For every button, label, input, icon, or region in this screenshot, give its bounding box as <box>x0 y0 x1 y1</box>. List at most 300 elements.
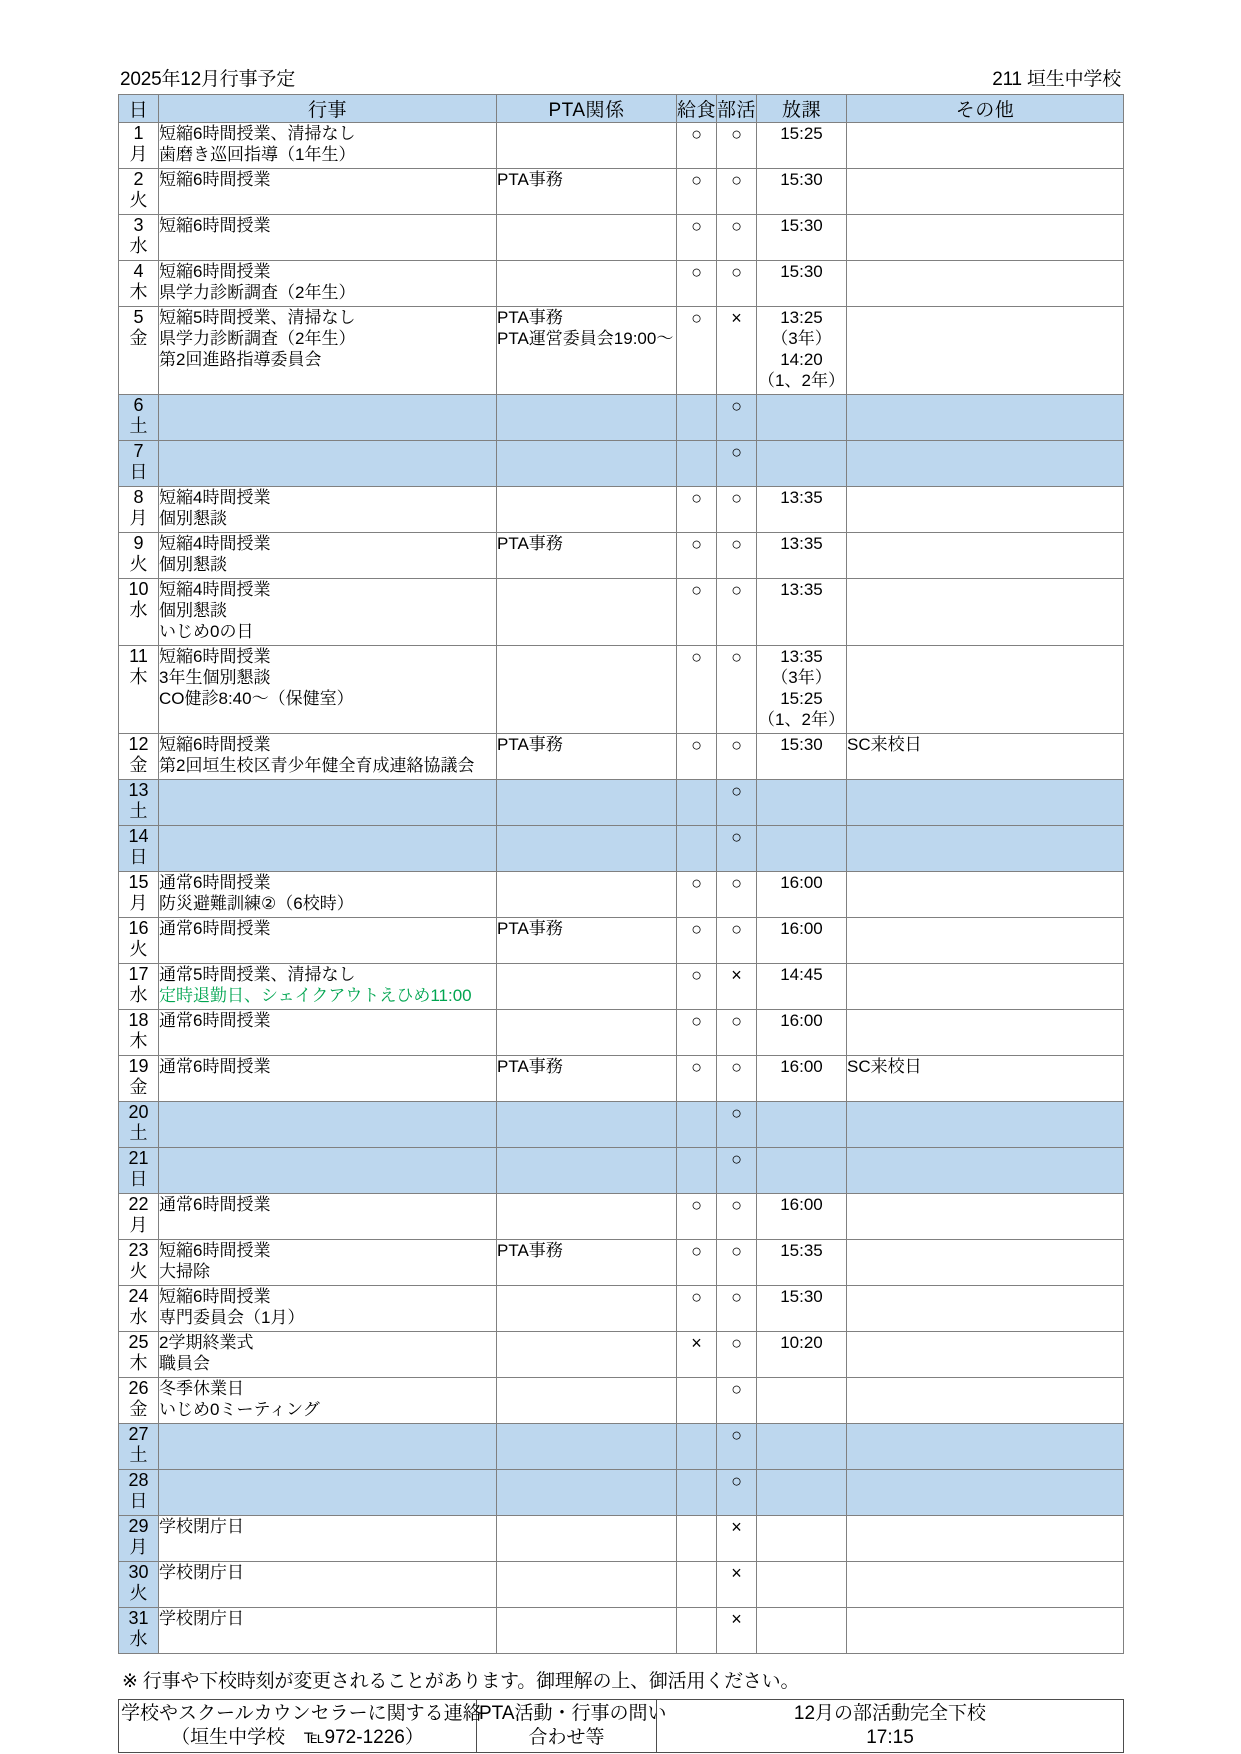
cell-lunch-mark: ○ <box>677 645 717 733</box>
day-number: 2 <box>133 168 144 189</box>
cell-lunch-mark: ○ <box>677 917 717 963</box>
cell-day <box>119 1009 159 1055</box>
event-line: 短縮6時間授業 <box>159 734 271 754</box>
day-weekday: 月 <box>129 1214 148 1235</box>
cell-other <box>847 440 1124 486</box>
day-weekday: 水 <box>129 235 148 256</box>
day-number: 18 <box>128 1009 149 1030</box>
day-weekday: 水 <box>129 599 148 620</box>
cell-pta <box>497 486 677 532</box>
event-line: 職員会 <box>159 1353 210 1373</box>
day-number: 12 <box>128 733 149 754</box>
table-row <box>119 1055 1124 1101</box>
column-header-pta: PTA関係 <box>497 94 677 122</box>
dismissal-line: 15:30 <box>780 215 823 235</box>
contact-footer-cell <box>657 1699 1124 1752</box>
cell-day <box>119 963 159 1009</box>
cell-day <box>119 486 159 532</box>
day-number: 20 <box>128 1101 149 1122</box>
event-line: いじめ0ミーティング <box>159 1399 320 1419</box>
cell-day <box>119 871 159 917</box>
cell-dismissal-time <box>757 779 847 825</box>
day-number: 28 <box>128 1469 149 1490</box>
cell-lunch-mark: ○ <box>677 871 717 917</box>
day-number: 30 <box>128 1561 149 1582</box>
day-number: 29 <box>128 1515 149 1536</box>
table-row <box>119 1239 1124 1285</box>
cell-day <box>119 214 159 260</box>
cell-club-mark: ○ <box>717 578 757 645</box>
day-weekday: 日 <box>129 1490 148 1511</box>
event-line: 県学力診断調査（2年生） <box>159 282 356 302</box>
event-line: 学校閉庁日 <box>159 1516 244 1536</box>
day-weekday: 金 <box>129 754 148 775</box>
event-line: 通常6時間授業 <box>159 1010 271 1030</box>
cell-lunch-mark <box>677 779 717 825</box>
day-weekday: 日 <box>129 461 148 482</box>
cell-event <box>159 1239 497 1285</box>
day-number: 21 <box>128 1147 149 1168</box>
column-header-lunch: 給食 <box>677 94 717 122</box>
table-row <box>119 645 1124 733</box>
cell-lunch-mark: × <box>677 1331 717 1377</box>
cell-pta <box>497 917 677 963</box>
cell-other <box>847 1285 1124 1331</box>
cell-event <box>159 1147 497 1193</box>
cell-day <box>119 532 159 578</box>
table-row <box>119 1193 1124 1239</box>
event-line: 第2回進路指導委員会 <box>159 349 322 369</box>
cell-pta <box>497 733 677 779</box>
cell-lunch-mark: ○ <box>677 1055 717 1101</box>
dismissal-line: 16:00 <box>780 1010 823 1030</box>
contact-footer-cell <box>477 1699 667 1752</box>
table-row <box>119 578 1124 645</box>
cell-dismissal-time <box>757 1193 847 1239</box>
day-weekday: 土 <box>129 415 148 436</box>
event-line: 通常6時間授業 <box>159 1056 271 1076</box>
cell-dismissal-time <box>757 532 847 578</box>
dismissal-line: 13:25 <box>780 307 823 327</box>
cell-lunch-mark <box>677 440 717 486</box>
day-weekday: 月 <box>129 507 148 528</box>
cell-event <box>159 1515 497 1561</box>
cell-club-mark: × <box>717 1607 757 1653</box>
cell-other: SC来校日 <box>847 733 1124 779</box>
table-row <box>119 440 1124 486</box>
cell-club-mark: ○ <box>717 733 757 779</box>
event-line: 短縮6時間授業 <box>159 646 271 666</box>
cell-club-mark: ○ <box>717 1331 757 1377</box>
cell-event <box>159 260 497 306</box>
cell-dismissal-time <box>757 1101 847 1147</box>
event-line: 短縮6時間授業 <box>159 1240 271 1260</box>
cell-club-mark: ○ <box>717 1377 757 1423</box>
cell-lunch-mark: ○ <box>677 260 717 306</box>
pta-line: PTA事務 <box>497 169 563 189</box>
cell-pta <box>497 1147 677 1193</box>
cell-pta <box>497 963 677 1009</box>
day-weekday: 土 <box>129 1444 148 1465</box>
cell-pta <box>497 122 677 168</box>
dismissal-line: 15:30 <box>780 1286 823 1306</box>
cell-dismissal-time <box>757 825 847 871</box>
cell-day <box>119 168 159 214</box>
cell-day <box>119 1101 159 1147</box>
contact-footer-table <box>118 1699 1124 1753</box>
cell-event <box>159 963 497 1009</box>
cell-club-mark: ○ <box>717 1101 757 1147</box>
cell-event <box>159 1561 497 1607</box>
cell-dismissal-time <box>757 122 847 168</box>
cell-lunch-mark: ○ <box>677 214 717 260</box>
event-line: 冬季休業日 <box>159 1378 244 1398</box>
event-line: 専門委員会（1月） <box>159 1307 305 1327</box>
table-row <box>119 1331 1124 1377</box>
cell-dismissal-time <box>757 733 847 779</box>
table-row <box>119 1147 1124 1193</box>
cell-other <box>847 1147 1124 1193</box>
cell-event <box>159 779 497 825</box>
event-line: 短縮6時間授業 <box>159 261 271 281</box>
cell-pta <box>497 306 677 394</box>
dismissal-line: 16:00 <box>780 1194 823 1214</box>
day-number: 27 <box>128 1423 149 1444</box>
cell-other <box>847 1331 1124 1377</box>
event-line: 短縮6時間授業 <box>159 169 271 189</box>
cell-event <box>159 532 497 578</box>
pta-line: PTA事務 <box>497 1056 563 1076</box>
table-row <box>119 214 1124 260</box>
cell-lunch-mark <box>677 1423 717 1469</box>
event-line: 短縮4時間授業 <box>159 579 271 599</box>
cell-dismissal-time <box>757 1607 847 1653</box>
cell-day <box>119 1377 159 1423</box>
table-row <box>119 260 1124 306</box>
cell-club-mark: ○ <box>717 1285 757 1331</box>
cell-lunch-mark <box>677 1515 717 1561</box>
day-weekday: 水 <box>129 984 148 1005</box>
cell-other <box>847 1009 1124 1055</box>
cell-other <box>847 578 1124 645</box>
day-weekday: 金 <box>129 1076 148 1097</box>
cell-dismissal-time <box>757 578 847 645</box>
cell-lunch-mark <box>677 1469 717 1515</box>
dismissal-line: 15:35 <box>780 1240 823 1260</box>
cell-other <box>847 1561 1124 1607</box>
day-number: 9 <box>133 532 144 553</box>
cell-lunch-mark: ○ <box>677 122 717 168</box>
cell-other <box>847 1239 1124 1285</box>
day-number: 15 <box>128 871 149 892</box>
cell-other <box>847 306 1124 394</box>
cell-club-mark: × <box>717 1515 757 1561</box>
cell-event <box>159 486 497 532</box>
cell-event <box>159 1607 497 1653</box>
cell-day <box>119 1193 159 1239</box>
cell-club-mark: ○ <box>717 168 757 214</box>
day-number: 4 <box>133 260 144 281</box>
cell-event <box>159 1469 497 1515</box>
event-line: 短縮5時間授業、清掃なし <box>159 307 356 327</box>
table-row <box>119 733 1124 779</box>
disclaimer-note: ※ 行事や下校時刻が変更されることがあります。御理解の上、御活用ください。 <box>122 1670 800 1692</box>
day-weekday: 日 <box>129 846 148 867</box>
event-line: 第2回垣生校区青少年健全育成連絡協議会 <box>159 755 475 775</box>
event-line: 短縮6時間授業、清掃なし <box>159 123 356 143</box>
dismissal-line: 13:35 <box>780 533 823 553</box>
column-header-event: 行事 <box>159 94 497 122</box>
dismissal-line: （3年） <box>771 667 832 687</box>
table-row <box>119 168 1124 214</box>
cell-lunch-mark: ○ <box>677 532 717 578</box>
cell-pta <box>497 1193 677 1239</box>
contact-footer-line: 12月の部活動完全下校 <box>793 1702 987 1724</box>
cell-lunch-mark: ○ <box>677 1285 717 1331</box>
contact-footer-line: 合わせ等 <box>528 1726 605 1748</box>
cell-day <box>119 733 159 779</box>
cell-other <box>847 779 1124 825</box>
event-line: 短縮6時間授業 <box>159 215 271 235</box>
day-weekday: 土 <box>129 800 148 821</box>
table-row <box>119 306 1124 394</box>
table-row <box>119 1009 1124 1055</box>
cell-day <box>119 440 159 486</box>
cell-dismissal-time <box>757 440 847 486</box>
dismissal-line: 13:35 <box>780 487 823 507</box>
dismissal-line: （1、2年） <box>758 370 845 390</box>
cell-pta <box>497 1101 677 1147</box>
cell-event <box>159 214 497 260</box>
cell-dismissal-time <box>757 1423 847 1469</box>
day-weekday: 火 <box>129 1260 148 1281</box>
cell-dismissal-time <box>757 486 847 532</box>
event-line: 個別懇談 <box>159 508 227 528</box>
cell-event <box>159 440 497 486</box>
cell-other <box>847 486 1124 532</box>
day-weekday: 土 <box>129 1122 148 1143</box>
day-weekday: 水 <box>129 1306 148 1327</box>
dismissal-line: 15:25 <box>780 123 823 143</box>
cell-lunch-mark <box>677 1147 717 1193</box>
page-title: 2025年12月行事予定 <box>120 69 296 90</box>
school-label: 211 垣生中学校 <box>992 69 1121 90</box>
contact-footer-cell <box>119 1699 482 1752</box>
cell-pta <box>497 1377 677 1423</box>
cell-pta <box>497 1515 677 1561</box>
cell-day <box>119 1239 159 1285</box>
cell-club-mark: ○ <box>717 779 757 825</box>
day-number: 22 <box>128 1193 149 1214</box>
dismissal-line: 13:35 <box>780 646 823 666</box>
cell-event <box>159 306 497 394</box>
cell-other <box>847 168 1124 214</box>
cell-other <box>847 260 1124 306</box>
cell-day <box>119 779 159 825</box>
cell-dismissal-time <box>757 260 847 306</box>
cell-pta <box>497 394 677 440</box>
day-number: 19 <box>128 1055 149 1076</box>
cell-other <box>847 532 1124 578</box>
cell-pta <box>497 578 677 645</box>
cell-event <box>159 1285 497 1331</box>
cell-other <box>847 1193 1124 1239</box>
cell-event <box>159 871 497 917</box>
day-number: 26 <box>128 1377 149 1398</box>
contact-footer-line: PTA活動・行事の問い <box>479 1702 667 1724</box>
cell-dismissal-time <box>757 1147 847 1193</box>
table-row <box>119 1101 1124 1147</box>
cell-dismissal-time <box>757 917 847 963</box>
table-row <box>119 1377 1124 1423</box>
cell-lunch-mark: ○ <box>677 486 717 532</box>
cell-event <box>159 122 497 168</box>
day-weekday: 金 <box>129 327 148 348</box>
dismissal-line: （3年） <box>771 328 832 348</box>
cell-dismissal-time <box>757 871 847 917</box>
day-weekday: 木 <box>129 281 148 302</box>
cell-club-mark: ○ <box>717 1469 757 1515</box>
event-line: 短縮4時間授業 <box>159 487 271 507</box>
cell-club-mark: ○ <box>717 1055 757 1101</box>
cell-pta <box>497 1561 677 1607</box>
cell-other <box>847 1469 1124 1515</box>
cell-club-mark: × <box>717 1561 757 1607</box>
cell-event <box>159 1055 497 1101</box>
cell-other <box>847 214 1124 260</box>
dismissal-line: 13:35 <box>780 579 823 599</box>
cell-lunch-mark: ○ <box>677 733 717 779</box>
event-line: 通常5時間授業、清掃なし <box>159 964 356 984</box>
cell-dismissal-time <box>757 168 847 214</box>
dismissal-line: 15:25 <box>780 688 823 708</box>
event-line: 県学力診断調査（2年生） <box>159 328 356 348</box>
cell-other <box>847 1101 1124 1147</box>
cell-lunch-mark <box>677 1377 717 1423</box>
event-line: 通常6時間授業 <box>159 1194 271 1214</box>
cell-pta <box>497 440 677 486</box>
event-line: 学校閉庁日 <box>159 1608 244 1628</box>
table-row <box>119 917 1124 963</box>
day-number: 6 <box>133 394 144 415</box>
cell-dismissal-time <box>757 963 847 1009</box>
cell-day <box>119 122 159 168</box>
day-number: 14 <box>128 825 149 846</box>
cell-club-mark: ○ <box>717 645 757 733</box>
cell-club-mark: ○ <box>717 486 757 532</box>
table-row <box>119 1469 1124 1515</box>
event-line: 短縮4時間授業 <box>159 533 271 553</box>
cell-other <box>847 645 1124 733</box>
table-row <box>119 1423 1124 1469</box>
dismissal-line: 16:00 <box>780 872 823 892</box>
cell-event <box>159 733 497 779</box>
cell-lunch-mark: ○ <box>677 578 717 645</box>
cell-event <box>159 917 497 963</box>
event-line: 通常6時間授業 <box>159 918 271 938</box>
cell-dismissal-time <box>757 1377 847 1423</box>
pta-line: PTA事務 <box>497 307 563 327</box>
cell-day <box>119 1285 159 1331</box>
event-line: いじめ0の日 <box>159 621 254 641</box>
contact-footer-row <box>119 1699 1124 1752</box>
day-number: 8 <box>133 486 144 507</box>
cell-other <box>847 1607 1124 1653</box>
event-line: 個別懇談 <box>159 600 227 620</box>
dismissal-line: 10:20 <box>780 1332 823 1352</box>
cell-club-mark: ○ <box>717 1239 757 1285</box>
event-line: 防災避難訓練②（6校時） <box>159 893 354 913</box>
cell-event <box>159 578 497 645</box>
cell-event <box>159 1193 497 1239</box>
cell-other <box>847 1515 1124 1561</box>
cell-dismissal-time <box>757 645 847 733</box>
pta-line: PTA事務 <box>497 1240 563 1260</box>
cell-club-mark: × <box>717 306 757 394</box>
contact-footer-line: 17:15 <box>866 1726 914 1748</box>
day-weekday: 火 <box>129 553 148 574</box>
cell-event <box>159 645 497 733</box>
cell-event <box>159 1009 497 1055</box>
monthly-schedule-table <box>118 94 1124 1654</box>
cell-club-mark: ○ <box>717 260 757 306</box>
cell-other <box>847 394 1124 440</box>
dismissal-line: 15:30 <box>780 734 823 754</box>
cell-day <box>119 306 159 394</box>
table-row <box>119 1607 1124 1653</box>
event-line: 歯磨き巡回指導（1年生） <box>159 144 356 164</box>
cell-lunch-mark: ○ <box>677 168 717 214</box>
day-weekday: 木 <box>129 1352 148 1373</box>
table-row <box>119 122 1124 168</box>
contact-footer-body <box>119 1699 1124 1752</box>
cell-day <box>119 825 159 871</box>
cell-day <box>119 260 159 306</box>
cell-pta <box>497 1607 677 1653</box>
column-header-club: 部活 <box>717 94 757 122</box>
cell-event <box>159 1331 497 1377</box>
cell-day <box>119 917 159 963</box>
dismissal-line: 14:45 <box>780 964 823 984</box>
day-number: 7 <box>133 440 144 461</box>
cell-day <box>119 1331 159 1377</box>
pta-line: PTA事務 <box>497 533 563 553</box>
cell-dismissal-time <box>757 1009 847 1055</box>
table-body <box>119 122 1124 1653</box>
cell-other <box>847 917 1124 963</box>
table-row <box>119 779 1124 825</box>
cell-pta <box>497 1009 677 1055</box>
cell-other <box>847 122 1124 168</box>
cell-lunch-mark: ○ <box>677 1193 717 1239</box>
cell-pta <box>497 779 677 825</box>
contact-footer-line: 学校やスクールカウンセラーに関する連絡 <box>121 1702 482 1724</box>
table-row <box>119 1561 1124 1607</box>
day-weekday: 月 <box>129 892 148 913</box>
table-row <box>119 871 1124 917</box>
day-weekday: 日 <box>129 1168 148 1189</box>
cell-dismissal-time <box>757 394 847 440</box>
day-number: 16 <box>128 917 149 938</box>
cell-dismissal-time <box>757 306 847 394</box>
cell-other <box>847 963 1124 1009</box>
table-row <box>119 394 1124 440</box>
cell-dismissal-time <box>757 1285 847 1331</box>
cell-pta <box>497 825 677 871</box>
cell-pta <box>497 1331 677 1377</box>
cell-pta <box>497 645 677 733</box>
table-row <box>119 1285 1124 1331</box>
